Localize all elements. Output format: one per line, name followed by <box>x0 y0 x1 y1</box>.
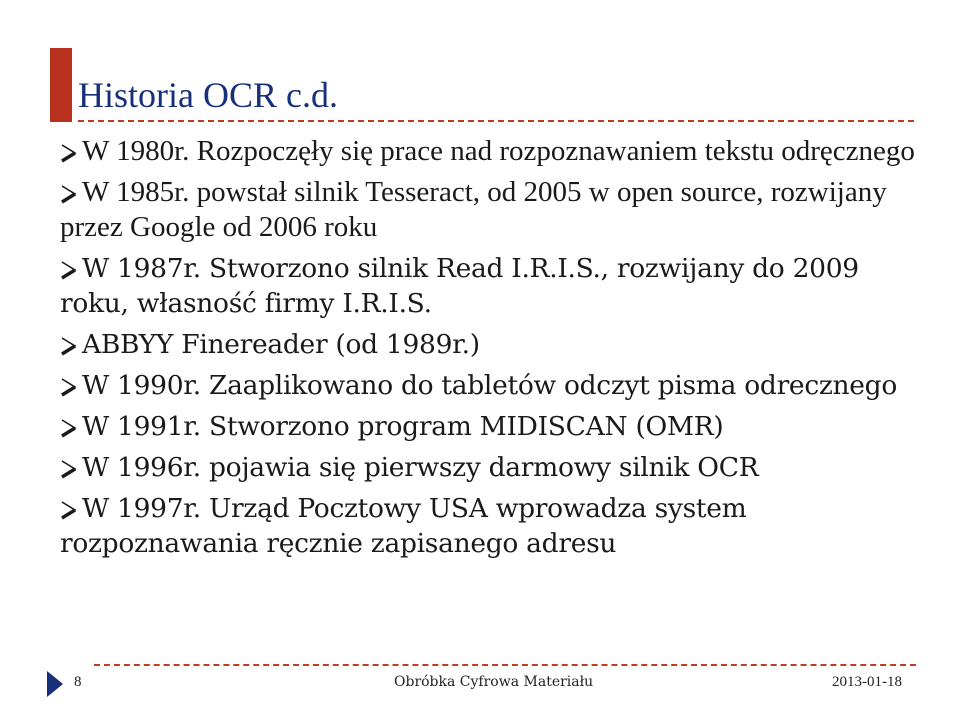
bullet-item-abbyy <box>60 327 920 362</box>
bullet-item-1987 <box>60 251 920 321</box>
course-name: Obróbka Cyfrowa Materiału <box>394 674 594 690</box>
bullet-item-1991 <box>60 409 920 444</box>
page-number: 8 <box>74 674 82 690</box>
slide-title: Historia OCR c.d. <box>78 75 338 115</box>
bullet-list <box>60 134 920 567</box>
bullet-text: W 1980r. Rozpoczęły się prace nad rozpoznawaniem tekstu odręcznego <box>82 135 915 167</box>
arrow-bullet-icon <box>60 459 78 479</box>
bullet-text: W 1991r. Stworzono program MIDISCAN (OMR) <box>82 411 724 442</box>
bullet-item-1996 <box>60 450 920 485</box>
bullet-text: ABBYY Finereader (od 1989r.) <box>82 329 480 360</box>
arrow-bullet-icon <box>60 500 78 520</box>
arrow-bullet-icon <box>60 184 78 204</box>
play-triangle-icon <box>46 670 64 698</box>
bullet-text: W 1987r. Stworzono silnik Read I.R.I.S., rozwijany do 2009 roku, własność firmy I.R.I.S. <box>60 253 859 319</box>
arrow-bullet-icon <box>60 143 78 163</box>
arrow-bullet-icon <box>60 377 78 397</box>
bullet-item-1997 <box>60 491 920 561</box>
bullet-item-1990 <box>60 368 920 403</box>
arrow-bullet-icon <box>60 336 78 356</box>
title-divider <box>78 120 914 122</box>
bullet-text: W 1996r. pojawia się pierwszy darmowy silnik OCR <box>82 452 759 483</box>
bullet-text: W 1990r. Zaaplikowano do tabletów odczyt pisma odrecznego <box>82 370 897 401</box>
bullet-text: W 1997r. Urząd Pocztowy USA wprowadza system rozpoznawania ręcznie zapisanego adresu <box>60 493 747 559</box>
bullet-text: W 1985r. powstał silnik Tesseract, od 2005 w open source, rozwijany przez Google od 2006 roku <box>60 176 887 243</box>
footer-divider <box>94 664 916 666</box>
slide-date: 2013-01-18 <box>832 674 902 690</box>
bullet-item-1985 <box>60 175 920 245</box>
arrow-bullet-icon <box>60 260 78 280</box>
title-accent-bar <box>50 48 72 122</box>
arrow-bullet-icon <box>60 418 78 438</box>
bullet-item-1980 <box>60 134 920 169</box>
